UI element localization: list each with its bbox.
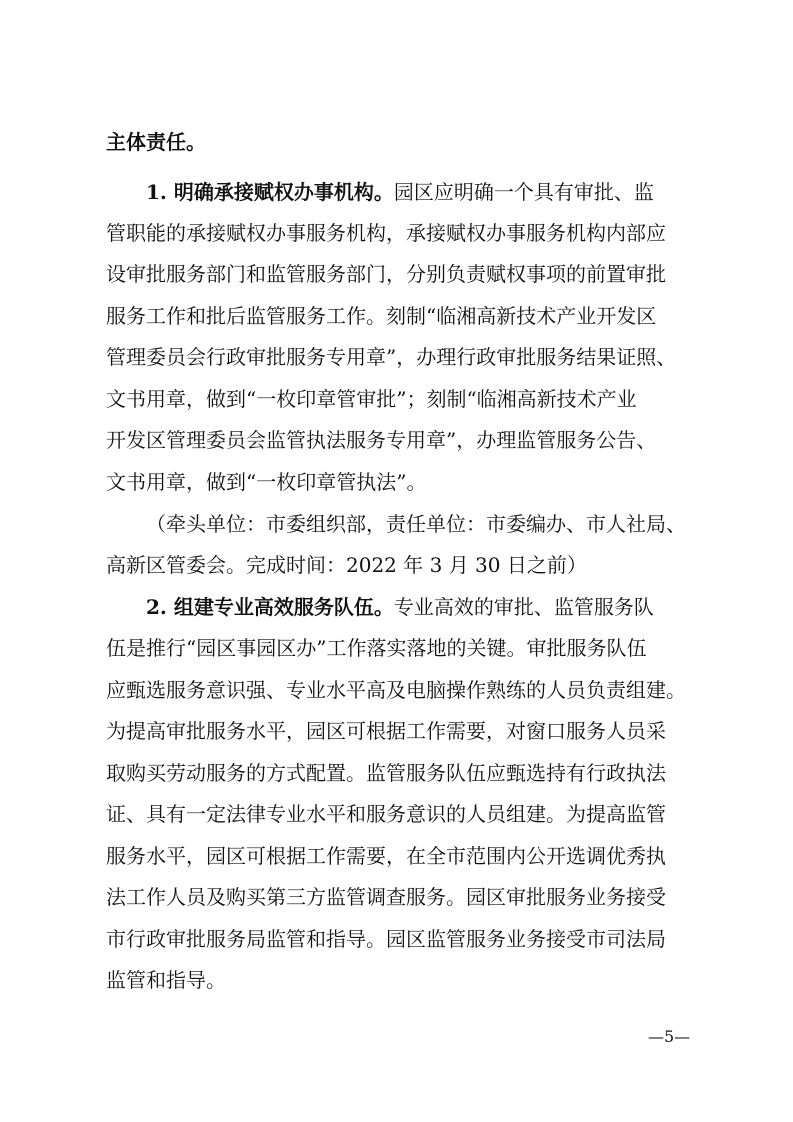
- paragraph-3-line-7: 服务水平，园区可根据工作需要，在全市范围内公开选调优秀执: [106, 844, 666, 868]
- paragraph-1-line-2: 管职能的承接赋权办事服务机构，承接赋权办事服务机构内部应: [106, 221, 666, 245]
- paragraph-3-line-1: [146, 595, 654, 619]
- paragraph-1-line-3: 设审批服务部门和监管服务部门，分别负责赋权事项的前置审批: [106, 262, 666, 286]
- paragraph-2-line-2: 高新区管委会。完成时间：2022 年 3 月 30 日之前）: [106, 553, 587, 577]
- paragraph-1-line-5: 管理委员会行政审批服务专用章”，办理行政审批服务结果证照、: [106, 345, 677, 369]
- paragraph-3-text: 专业高效的审批、监管服务队: [393, 595, 654, 619]
- paragraph-2-line-1: （牵头单位：市委组织部，责任单位：市委编办、市人社局、: [146, 512, 686, 536]
- paragraph-3-line-4: 为提高审批服务水平，园区可根据工作需要，对窗口服务人员采: [106, 719, 666, 743]
- paragraph-3-line-9: 市行政审批服务局监管和指导。园区监管服务业务接受市司法局: [106, 927, 666, 951]
- paragraph-1-line-6: 文书用章，做到“一枚印章管审批”；刻制“临湘高新技术产业: [106, 387, 637, 411]
- paragraph-1-text: 园区应明确一个具有审批、监: [393, 180, 654, 204]
- paragraph-1-line-1: [146, 180, 654, 204]
- page-number: —5—: [648, 1027, 691, 1046]
- paragraph-3-line-10: 监管和指导。: [106, 968, 226, 992]
- paragraph-1-line-8: 文书用章，做到“一枚印章管执法”。: [106, 470, 427, 494]
- paragraph-3-line-6: 证、具有一定法律专业水平和服务意识的人员组建。为提高监管: [106, 802, 666, 826]
- paragraph-3-line-2: 伍是推行“园区事园区办”工作落实落地的关键。审批服务队伍: [106, 636, 647, 660]
- paragraph-3-line-3: 应甄选服务意识强、专业水平高及电脑操作熟练的人员负责组建。: [106, 678, 686, 702]
- paragraph-3-line-5: 取购买劳动服务的方式配置。监管服务队伍应甄选持有行政执法: [106, 761, 666, 785]
- section-heading-2: 2. 组建专业高效服务队伍。: [146, 595, 394, 619]
- section-heading-1: 1. 明确承接赋权办事机构。: [146, 180, 394, 204]
- paragraph-3-line-8: 法工作人员及购买第三方监管调查服务。园区审批服务业务接受: [106, 885, 666, 909]
- paragraph-continuation: 主体责任。: [106, 130, 206, 154]
- paragraph-1-line-4: 服务工作和批后监管服务工作。刻制“临湘高新技术产业开发区: [106, 304, 657, 328]
- paragraph-1-line-7: 开发区管理委员会监管执法服务专用章”，办理监管服务公告、: [106, 428, 657, 452]
